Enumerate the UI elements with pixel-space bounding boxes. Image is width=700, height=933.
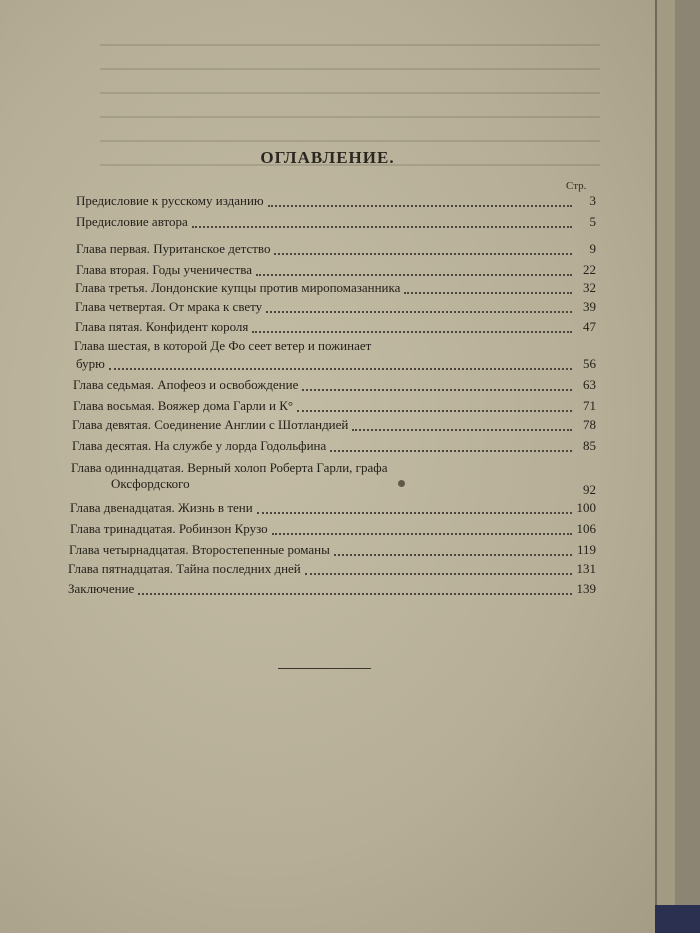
toc-entry xyxy=(73,398,596,414)
toc-entry xyxy=(72,417,596,433)
toc-leader-dots xyxy=(297,406,572,412)
toc-leader-dots xyxy=(109,364,572,370)
toc-entry-page: 5 xyxy=(589,214,596,229)
toc-leader-dots xyxy=(266,307,572,313)
toc-entry-title-continued: бурю xyxy=(76,356,105,371)
toc-entry-title: Глава одиннадцатая. Верный холоп Роберта Гарли, графа xyxy=(71,460,388,475)
toc-entry-title: Глава вторая. Годы ученичества xyxy=(76,262,252,277)
toc-entry-title: Глава третья. Лондонские купцы против миропомазанника xyxy=(75,280,401,295)
page-column-label: Стр. xyxy=(566,180,587,192)
toc-entry-page: 3 xyxy=(589,193,596,208)
toc-leader-dots xyxy=(257,508,572,514)
toc-entry xyxy=(70,521,596,537)
toc-entry xyxy=(75,280,596,296)
toc-leader-dots xyxy=(268,201,572,207)
toc-entry-page: 22 xyxy=(583,262,596,277)
toc-entry-page: 100 xyxy=(576,500,596,515)
toc-entry xyxy=(73,377,596,393)
toc-leader-dots xyxy=(305,569,572,575)
toc-leader-dots xyxy=(272,529,572,535)
toc-entry-title: Заключение xyxy=(68,581,135,596)
toc-entry-title: Глава тринадцатая. Робинзон Крузо xyxy=(70,521,268,536)
toc-entry xyxy=(75,299,596,315)
page-edge-shadow xyxy=(675,0,700,905)
toc-entry-title-continued: Оксфордского xyxy=(111,476,190,491)
toc-entry-title: Предисловие автора xyxy=(76,214,188,229)
page-title: ОГЛАВЛЕНИЕ. xyxy=(260,148,395,167)
toc-entry-title: Глава пятнадцатая. Тайна последних дней xyxy=(68,561,301,576)
toc-entry-multiline xyxy=(74,338,596,370)
toc-entry-continuation xyxy=(76,356,596,372)
toc-entry-title: Глава девятая. Соединение Англии с Шотландией xyxy=(72,417,349,432)
toc-entry-page: 63 xyxy=(583,377,596,392)
toc-entry-title: Глава десятая. На службе у лорда Годольфина xyxy=(72,438,327,453)
toc-entry-title: Глава четырнадцатая. Второстепенные романы xyxy=(69,542,330,557)
toc-entry xyxy=(76,262,596,278)
toc-entry-title: Глава шестая, в которой Де Фо сеет ветер и пожинает xyxy=(74,338,372,353)
toc-entry xyxy=(76,214,596,230)
toc-entry-page: 47 xyxy=(583,319,596,334)
ink-spot xyxy=(398,480,405,487)
toc-entry xyxy=(75,319,596,335)
toc-entry-page: 32 xyxy=(583,280,596,295)
toc-entry-page: 119 xyxy=(576,542,596,557)
toc-entry-title: Глава первая. Пуританское детство xyxy=(76,241,271,256)
toc-entry-title: Глава пятая. Конфидент короля xyxy=(75,319,249,334)
toc-entry-multiline xyxy=(71,460,596,497)
toc-entry xyxy=(69,542,596,558)
toc-entry xyxy=(70,500,596,516)
toc-entry-page: 9 xyxy=(589,241,596,256)
toc-leader-dots xyxy=(334,550,572,556)
toc-leader-dots xyxy=(404,288,572,294)
toc-entry-page: 56 xyxy=(583,356,596,371)
toc-entry-page: 39 xyxy=(583,299,596,314)
toc-entry-title: Глава седьмая. Апофеоз и освобождение xyxy=(73,377,299,392)
toc-entry-page: 78 xyxy=(583,417,596,432)
toc-entry-page: 131 xyxy=(576,561,596,576)
toc-entry-page: 106 xyxy=(576,521,596,536)
toc-entry xyxy=(76,193,596,209)
toc-entry xyxy=(76,241,596,257)
toc-entry-page: 85 xyxy=(583,438,596,453)
toc-leader-dots xyxy=(192,222,572,228)
adjacent-page-edge xyxy=(655,0,700,905)
toc-entry xyxy=(68,561,596,577)
toc-entry-title: Глава двенадцатая. Жизнь в тени xyxy=(70,500,253,515)
toc-entry-page: 139 xyxy=(576,581,596,596)
toc-leader-dots xyxy=(256,270,572,276)
toc-entry xyxy=(72,438,596,454)
toc-entry xyxy=(68,581,596,597)
toc-entry-page: 71 xyxy=(583,398,596,413)
toc-entry-title: Предисловие к русскому изданию xyxy=(76,193,264,208)
toc-entry-title: Глава четвертая. От мрака к свету xyxy=(75,299,263,314)
toc-leader-dots xyxy=(274,249,572,255)
toc-leader-dots xyxy=(330,446,572,452)
toc-leader-dots xyxy=(138,589,572,595)
toc-leader-dots xyxy=(252,327,572,333)
end-rule xyxy=(278,668,371,669)
toc-leader-dots xyxy=(352,425,572,431)
toc-entry-title: Глава восьмая. Вояжер дома Гарли и К° xyxy=(73,398,294,413)
toc-leader-dots xyxy=(302,385,572,391)
toc-entry-page: 92 xyxy=(583,482,596,497)
